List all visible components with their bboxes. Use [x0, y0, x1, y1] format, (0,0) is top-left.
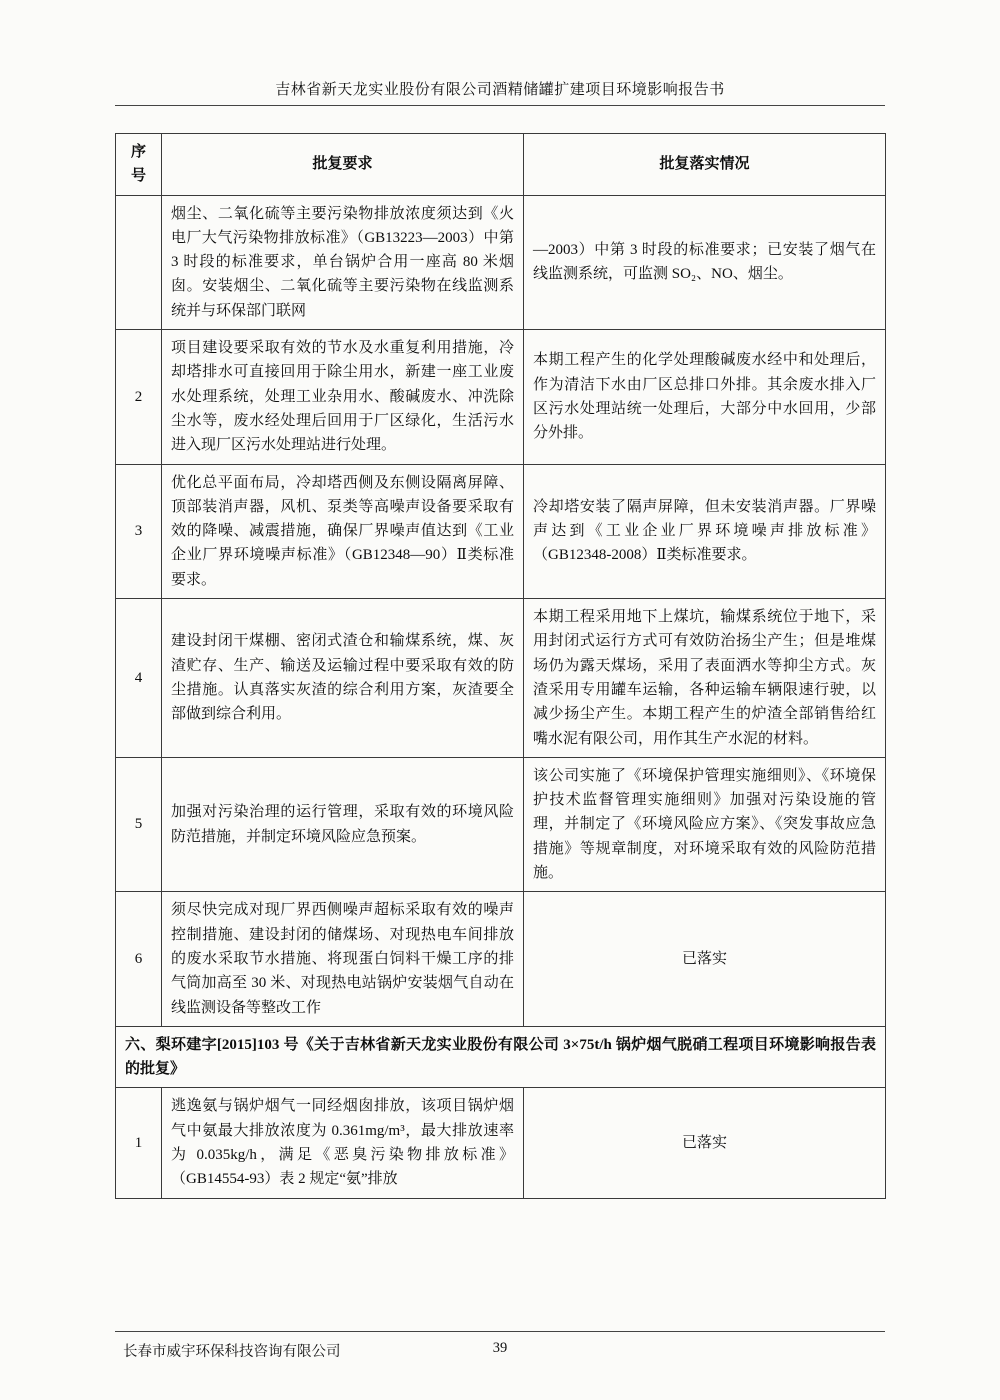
row-response: 本期工程产生的化学处理酸碱废水经中和处理后，作为清洁下水由厂区总排口外排。其余废水排入厂区污水处理站统一处理后，大部分中水回用，少部分外排。 — [524, 330, 886, 464]
column-header-requirement: 批复要求 — [162, 134, 524, 196]
row-requirement: 须尽快完成对现厂界西侧噪声超标采取有效的噪声控制措施、建设封闭的储煤场、对现热电车间排放的废水采取节水措施、将现蛋白饲料干燥工序的排气筒加高至 30 米、对现热电站锅炉安装烟气自动在线监测设备等整改工作 — [162, 892, 524, 1026]
row-index: 1 — [116, 1088, 162, 1198]
page-header: 吉林省新天龙实业股份有限公司酒精储罐扩建项目环境影响报告书 — [275, 82, 725, 98]
row-index: 5 — [116, 757, 162, 891]
row-response: 本期工程采用地下上煤坑，输煤系统位于地下，采用封闭式运行方式可有效防治扬尘产生；但是堆煤场仍为露天煤场，采用了表面洒水等抑尘方式。灰渣采用专用罐车运输，各种运输车辆限速行驶，以减少扬尘产生。本期工程产生的炉渣全部销售给红嘴水泥有限公司，用作其生产水泥的材料。 — [524, 599, 886, 758]
table-row — [116, 599, 886, 758]
table-row — [116, 892, 886, 1026]
table-row — [116, 330, 886, 464]
footer-page-number: 39 — [492, 1340, 508, 1356]
row-requirement: 加强对污染治理的运行管理，采取有效的环境风险防范措施，并制定环境风险应急预案。 — [162, 757, 524, 891]
row-requirement: 项目建设要采取有效的节水及水重复利用措施，冷却塔排水可直接回用于除尘用水，新建一座工业废水处理系统，处理工业杂用水、酸碱废水、冲洗除尘水等，废水经处理后回用于厂区绿化，生活污水进入现厂区污水处理站进行处理。 — [162, 330, 524, 464]
table-row — [116, 195, 886, 329]
row-response: 已落实 — [524, 1088, 886, 1198]
section-heading-row — [116, 1026, 886, 1088]
column-header-index — [116, 134, 162, 196]
column-header-index-line1: 序 — [130, 144, 146, 160]
row-requirement: 优化总平面布局，冷却塔西侧及东侧设隔离屏障、顶部装消声器，风机、泵类等高噪声设备要采取有效的降噪、减震措施，确保厂界噪声值达到《工业企业厂界环境噪声标准》（GB12348—90）Ⅱ类标准要求。 — [162, 464, 524, 598]
row-index — [116, 195, 162, 329]
header-divider — [115, 105, 885, 106]
row-requirement: 逃逸氨与锅炉烟气一同经烟囱排放，该项目锅炉烟气中氨最大排放浓度为 0.361mg/m³，最大排放速率为 0.035kg/h，满足《恶臭污染物排放标准》（GB14554-93）表 2 规定“氨”排放 — [162, 1088, 524, 1198]
row-response: 已落实 — [524, 892, 886, 1026]
row-index: 4 — [116, 599, 162, 758]
row-requirement: 烟尘、二氧化硫等主要污染物排放浓度须达到《火电厂大气污染物排放标准》（GB13223—2003）中第 3 时段的标准要求，单台锅炉合用一座高 80 米烟囱。安装烟尘、二氧化硫等主要污染物在线监测系统并与环保部门联网 — [162, 195, 524, 329]
table-row — [116, 1088, 886, 1198]
row-index: 3 — [116, 464, 162, 598]
section-heading: 六、梨环建字[2015]103 号《关于吉林省新天龙实业股份有限公司 3×75t/h 锅炉烟气脱硝工程项目环境影响报告表的批复》 — [116, 1026, 886, 1088]
footer-divider — [115, 1331, 885, 1332]
table-row — [116, 464, 886, 598]
row-index: 2 — [116, 330, 162, 464]
column-header-index-line2: 号 — [130, 168, 146, 185]
footer-company: 长春市威宇环保科技咨询有限公司 — [123, 1344, 341, 1360]
column-header-response: 批复落实情况 — [524, 134, 886, 196]
table-header-row — [116, 134, 886, 196]
row-response: 冷却塔安装了隔声屏障，但未安装消声器。厂界噪声达到《工业企业厂界环境噪声排放标准》（GB12348-2008）Ⅱ类标准要求。 — [524, 464, 886, 598]
row-index: 6 — [116, 892, 162, 1026]
row-response: 该公司实施了《环境保护管理实施细则》、《环境保护技术监督管理实施细则》加强对污染设施的管理，并制定了《环境风险应方案》、《突发事故应急措施》等规章制度，对环境采取有效的风险防范措施。 — [524, 757, 886, 891]
row-requirement: 建设封闭干煤棚、密闭式渣仓和输煤系统，煤、灰渣贮存、生产、输送及运输过程中要采取有效的防尘措施。认真落实灰渣的综合利用方案，灰渣要全部做到综合利用。 — [162, 599, 524, 758]
table-row — [116, 757, 886, 891]
row-response: —2003）中第 3 时段的标准要求；已安装了烟气在线监测系统，可监测 SO₂、NO、烟尘。 — [524, 195, 886, 329]
approval-requirements-table — [115, 133, 886, 1199]
